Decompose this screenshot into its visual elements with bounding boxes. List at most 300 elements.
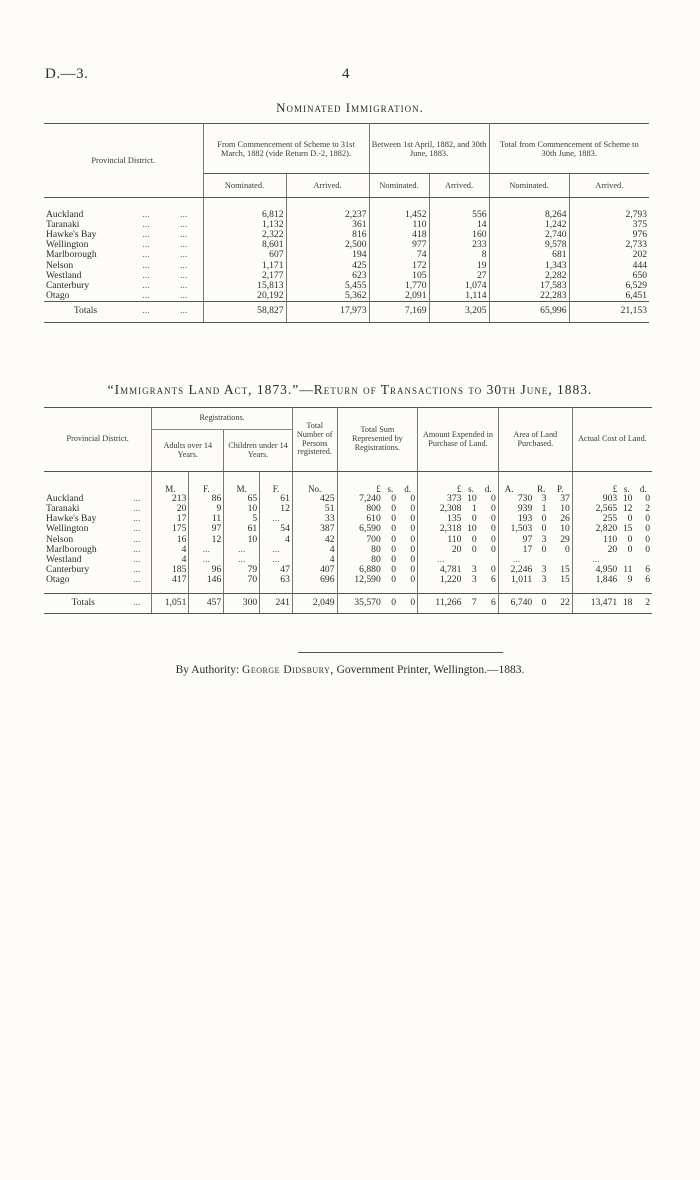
cell-nominated-3: 1,242 — [489, 220, 569, 230]
leader-dots: ... — [122, 514, 151, 524]
unit-label: d. — [479, 484, 499, 494]
cell-child-m: 61 — [224, 524, 260, 534]
table-row — [44, 250, 649, 260]
cell-cost-pence: 2 — [645, 502, 650, 514]
page-number: 4 — [342, 66, 350, 82]
cell-sum-pounds: 35,570 — [337, 594, 383, 614]
cell-expended-pounds: 11,266 — [418, 594, 464, 614]
unit-label: M. — [152, 484, 189, 494]
leader-dots: ... — [165, 250, 203, 260]
col-nominated-2: Nominated. — [369, 174, 429, 198]
district-header: Provincial District. — [44, 124, 203, 198]
cell-child-f: ... — [260, 514, 293, 524]
cell-sum-shillings: 0 — [391, 523, 397, 535]
cell-sum-pence: 0 — [398, 494, 418, 504]
unit-label: P. — [548, 484, 572, 494]
col-arrived-2: Arrived. — [429, 174, 489, 198]
cell-total-persons: 407 — [292, 565, 337, 575]
cell-child-f: 241 — [260, 594, 293, 614]
cell-adult-f: ... — [189, 545, 224, 555]
cell-area-roods: 0 — [541, 543, 547, 555]
cell-cost-shillings: 10 — [622, 492, 633, 504]
leader-dots: ... — [142, 249, 150, 261]
cell-area-roods: 0 — [534, 594, 548, 614]
district-name: Wellington — [46, 239, 89, 251]
leader-dots: ... — [142, 208, 150, 220]
district-name: Marlborough — [46, 249, 97, 261]
cell-arrived-1: 5,362 — [286, 291, 369, 302]
cell-expended-pence: 0 — [479, 535, 499, 545]
unit-label: F. — [260, 484, 293, 494]
cell-adult-f: 12 — [189, 535, 224, 545]
cell-nominated-3: 681 — [489, 250, 569, 260]
cell-arrived-2: 1,114 — [429, 291, 489, 302]
cell-sum-pence: 0 — [398, 514, 418, 524]
cell-total-persons: 387 — [292, 524, 337, 534]
cell-sum-shillings: 0 — [391, 502, 397, 514]
cell-arrived-2: 27 — [429, 271, 489, 281]
cell-sum-pounds: 610 — [366, 513, 381, 525]
cell-child-f: 47 — [260, 565, 293, 575]
cell-arrived-3: 2,793 — [625, 208, 648, 220]
unit-label: M. — [224, 484, 260, 494]
cell-expended-pounds: 1,220 — [439, 574, 462, 586]
cell-arrived-3: 976 — [632, 228, 648, 240]
cell-nominated-1: 1,171 — [203, 261, 286, 271]
cell-child-m: ... — [224, 545, 260, 555]
cell-sum-shillings: 0 — [391, 492, 397, 504]
leader-dots: ... — [122, 545, 151, 555]
cell-arrived-2: 8 — [429, 250, 489, 260]
cell-nominated-2: 74 — [369, 250, 429, 260]
cell-sum-pence: 0 — [398, 575, 418, 585]
district-name: Taranaki — [46, 218, 80, 230]
cell-area-perches: 15 — [548, 575, 572, 585]
cell-cost-pounds: 110 — [603, 533, 618, 545]
cell-arrived-3: 444 — [632, 259, 648, 271]
district-header: Provincial District. — [44, 408, 152, 472]
total-arrived-3: 21,153 — [569, 302, 649, 322]
cell-child-f: 54 — [260, 524, 293, 534]
cell-sum-shillings: 0 — [391, 543, 397, 555]
cell-area-acres: 1,011 — [511, 574, 533, 586]
leader-dots: ... — [122, 524, 151, 534]
total-arrived-1: 17,973 — [286, 302, 369, 322]
cell-nominated-2: 105 — [369, 271, 429, 281]
cell-nominated-2: 172 — [369, 261, 429, 271]
footer-divider — [298, 652, 503, 653]
cell-expended-shillings: 10 — [467, 492, 477, 504]
cell-area-perches: 10 — [548, 524, 572, 534]
cell-adult-m: 4 — [152, 555, 189, 565]
cell-cost-pounds: 4,950 — [595, 564, 618, 576]
total-nominated-2: 7,169 — [369, 302, 429, 322]
unit-label: s. — [387, 483, 394, 494]
cell-adult-m: 16 — [152, 535, 189, 545]
leader-dots: ... — [165, 261, 203, 271]
cell-adult-f: ... — [189, 555, 224, 565]
cell-sum-pence: 0 — [398, 565, 418, 575]
cell-expended-pence: 0 — [479, 504, 499, 514]
cell-arrived-3: 202 — [632, 249, 648, 261]
leader-dots: ... — [127, 302, 165, 322]
cell-adult-m: 175 — [152, 524, 189, 534]
cell-sum-shillings: 0 — [383, 594, 398, 614]
cell-nominated-2: 1,770 — [369, 281, 429, 291]
cell-cost-pounds: 13,471 — [572, 594, 619, 614]
nominated-immigration-title: Nominated Immigration. — [276, 100, 424, 115]
cell-sum-pounds: 7,240 — [359, 492, 381, 504]
cell-expended-pounds: 20 — [451, 543, 462, 555]
cell-arrived-2: 19 — [429, 261, 489, 271]
cell-area-perches: 26 — [548, 514, 572, 524]
cell-adult-f: 97 — [189, 524, 224, 534]
unit-label: No. — [292, 484, 337, 494]
cell-expended-pounds: 2,308 — [439, 502, 462, 514]
leader-dots: ... — [165, 210, 203, 220]
table-row-totals — [44, 302, 649, 322]
cell-expended-pence: 6 — [479, 594, 499, 614]
cell-area-roods: 3 — [541, 574, 547, 586]
cell-cost-pounds: 20 — [607, 543, 618, 555]
cell-cost-shillings: 11 — [623, 564, 633, 576]
unit-label: s. — [623, 483, 630, 494]
imprint-prefix: By Authority: — [175, 664, 240, 676]
leader-dots: ... — [165, 291, 203, 302]
cell-child-f: 63 — [260, 575, 293, 585]
cell-arrived-1: 425 — [286, 261, 369, 271]
cell-child-m: 5 — [224, 514, 260, 524]
col-arrived-3: Arrived. — [569, 174, 649, 198]
cell-expended-pence: 0 — [479, 524, 499, 534]
cell-nominated-2: 977 — [369, 240, 429, 250]
cell-cost-pounds: 2,565 — [595, 502, 618, 514]
cell-expended-pounds: 135 — [447, 513, 462, 525]
unit-label: s. — [468, 483, 474, 494]
district-name: Westland — [46, 553, 82, 565]
cell-adult-f: 9 — [189, 504, 224, 514]
cell-adult-f: 457 — [189, 594, 224, 614]
cell-expended-shillings: 0 — [471, 513, 477, 525]
cell-nominated-3: 2,740 — [489, 230, 569, 240]
cell-nominated-2: 2,091 — [369, 291, 429, 302]
cell-cost-shillings: 0 — [627, 513, 633, 525]
leader-dots: ... — [142, 228, 150, 240]
cell-cost-shillings: 12 — [622, 502, 633, 514]
cell-child-f: ... — [260, 545, 293, 555]
cell-area-acres: 6,740 — [498, 594, 534, 614]
cell-total-persons: 42 — [292, 535, 337, 545]
unit-label: £ — [612, 483, 618, 494]
adults-header: Adults over 14 Years. — [152, 430, 224, 472]
unit-label: d. — [398, 484, 418, 494]
unit-label: A. — [504, 483, 514, 494]
district-name: Hawke's Bay — [46, 513, 97, 525]
cell-nominated-2: 110 — [369, 220, 429, 230]
cell-expended-pence: 0 — [479, 565, 499, 575]
cell-area-acres: 939 — [517, 502, 533, 514]
total-nominated-1: 58,827 — [203, 302, 286, 322]
table-row — [44, 524, 652, 534]
cell-cost-shillings: 15 — [622, 523, 633, 535]
cell-area-roods: 3 — [541, 492, 547, 504]
cell-sum-pence: 0 — [398, 504, 418, 514]
cell-arrived-3: 6,529 — [625, 279, 648, 291]
leader-dots: ... — [122, 504, 151, 514]
col-nominated-3: Nominated. — [489, 174, 569, 198]
district-name: Westland — [46, 269, 82, 281]
cell-child-f: 4 — [260, 535, 293, 545]
cell-nominated-1: 20,192 — [203, 291, 286, 302]
cell-expended-pounds: 2,318 — [439, 523, 462, 535]
unit-label: £ — [376, 483, 381, 494]
cell-child-m: ... — [224, 555, 260, 565]
cell-sum-shillings: 0 — [391, 513, 397, 525]
cell-expended-shillings: 0 — [471, 543, 477, 555]
cell-area-roods: 3 — [541, 564, 547, 576]
cell-expended-pounds: 373 — [447, 492, 462, 504]
cell-nominated-3: 17,583 — [489, 281, 569, 291]
unit-label: R. — [537, 483, 546, 494]
leader-dots: ... — [142, 279, 150, 291]
cell-expended-shillings: 0 — [471, 533, 477, 545]
cell-expended-pounds: 110 — [447, 533, 462, 545]
cell-cost-shillings: 9 — [627, 574, 633, 586]
district-name: Nelson — [46, 259, 74, 271]
registrations-header: Registrations. — [152, 408, 293, 430]
total-persons-header: Total Number of Persons registered. — [292, 408, 337, 472]
cell-total-persons: 51 — [292, 504, 337, 514]
cell-arrived-2: 556 — [429, 210, 489, 220]
leader-dots: ... — [122, 594, 151, 614]
cell-sum-pence: 0 — [398, 594, 418, 614]
cell-cost-pence: 0 — [645, 543, 650, 555]
cell-nominated-2: 418 — [369, 230, 429, 240]
leader-dots: ... — [142, 269, 150, 281]
cell-sum-pounds: 800 — [366, 502, 381, 514]
cell-area-perches: 10 — [548, 504, 572, 514]
district-name: Canterbury — [46, 564, 90, 576]
cell-sum-shillings: 0 — [391, 553, 397, 565]
cell-cost-pence: 2 — [634, 594, 652, 614]
cell-cost-pence: 6 — [645, 564, 650, 576]
cell-child-f: ... — [260, 555, 293, 565]
cell-sum-pounds: 6,590 — [359, 523, 381, 535]
cell-cost-shillings: 0 — [627, 533, 633, 545]
district-name: Marlborough — [46, 543, 97, 555]
cell-sum-pence: 0 — [398, 535, 418, 545]
cell-cost-pounds: 2,820 — [595, 523, 618, 535]
cell-area-roods: 3 — [541, 533, 547, 545]
cell-cost-shillings: 0 — [627, 543, 633, 555]
cell-nominated-1: 8,601 — [203, 240, 286, 250]
cell-sum-pounds: 80 — [371, 553, 381, 565]
district-name: Auckland — [46, 208, 84, 220]
cell-nominated-3: 1,343 — [489, 261, 569, 271]
total-sum-header: Total Sum Represented by Registrations. — [337, 408, 418, 472]
totals-label: Totals — [44, 302, 127, 322]
cell-child-m: 79 — [224, 565, 260, 575]
cell-area-acres: 193 — [517, 513, 533, 525]
leader-dots: ... — [142, 218, 150, 230]
cell-child-m: 300 — [224, 594, 260, 614]
cell-adult-m: 213 — [152, 494, 189, 504]
district-name: Nelson — [46, 533, 74, 545]
children-header: Children under 14 Years. — [224, 430, 293, 472]
cell-expended-shillings: 3 — [471, 574, 477, 586]
table-row — [44, 291, 649, 302]
cell-nominated-2: 1,452 — [369, 210, 429, 220]
cell-arrived-2: 233 — [429, 240, 489, 250]
cell-adult-m: 1,051 — [152, 594, 189, 614]
cell-area-roods: 0 — [541, 523, 547, 535]
cell-arrived-2: 14 — [429, 220, 489, 230]
leader-dots: ... — [165, 281, 203, 291]
cell-expended-pence: 0 — [479, 514, 499, 524]
cell-expended-shillings: 10 — [467, 523, 477, 535]
unit-label: F. — [189, 484, 224, 494]
printer-name: George Didsbury, — [242, 664, 334, 676]
cell-nominated-1: 2,322 — [203, 230, 286, 240]
cell-area-perches: 22 — [548, 594, 572, 614]
leader-dots: ... — [122, 535, 151, 545]
leader-dots: ... — [122, 575, 151, 585]
cell-expended-shillings: 7 — [463, 594, 478, 614]
cell-child-m: 10 — [224, 535, 260, 545]
cell-arrived-1: 361 — [286, 220, 369, 230]
district-name: Hawke's Bay — [46, 228, 97, 240]
cell-sum-pence: 0 — [398, 555, 418, 565]
cell-nominated-3: 22,283 — [489, 291, 569, 302]
cell-child-m: 10 — [224, 504, 260, 514]
unit-label: £ — [456, 483, 462, 494]
cell-nominated-3: 8,264 — [489, 210, 569, 220]
cell-area-roods: 1 — [541, 502, 547, 514]
cell-cost-pounds: 1,846 — [595, 574, 618, 586]
cell-child-m: 70 — [224, 575, 260, 585]
cell-sum-shillings: 0 — [391, 533, 397, 545]
cell-area-acres: 2,246 — [510, 564, 533, 576]
cell-arrived-3: 2,733 — [625, 239, 648, 251]
cell-adult-m: 20 — [152, 504, 189, 514]
cell-area-acres: 97 — [522, 533, 533, 545]
amount-expended-header: Amount Expended in Purchase of Land. — [418, 408, 499, 472]
cell-cost-pounds: 903 — [602, 492, 618, 504]
cell-expended-pounds: 4,781 — [439, 564, 462, 576]
cell-arrived-3: 375 — [632, 218, 648, 230]
leader-dots: ... — [122, 555, 151, 565]
leader-dots: ... — [122, 565, 151, 575]
header-from-commencement: From Commencement of Scheme to 31st March, 1882 (vide Return D.-2, 1882). — [203, 124, 369, 174]
cell-cost-shillings: 18 — [619, 594, 634, 614]
cell-cost-pence: 0 — [645, 533, 650, 545]
cell-sum-shillings: 0 — [391, 564, 397, 576]
cell-child-f: 61 — [260, 494, 293, 504]
cell-adult-m: 417 — [152, 575, 189, 585]
cell-expended-pence: 6 — [479, 575, 499, 585]
leader-dots: ... — [165, 230, 203, 240]
cell-expended-shillings: 1 — [471, 502, 477, 514]
cell-total-persons: 2,049 — [292, 594, 337, 614]
cell-arrived-1: 2,500 — [286, 240, 369, 250]
printer-imprint — [0, 664, 700, 676]
leader-dots: ... — [165, 240, 203, 250]
cell-adult-m: 185 — [152, 565, 189, 575]
cell-cost-pence: 0 — [645, 513, 650, 525]
cell-adult-f: 11 — [189, 514, 224, 524]
cell-expended-pence: 0 — [479, 545, 499, 555]
cell-sum-shillings: 0 — [391, 574, 397, 586]
cell-cost-pence: 6 — [645, 574, 650, 586]
cell-sum-pounds: 12,590 — [354, 574, 381, 586]
cell-nominated-3: 2,282 — [489, 271, 569, 281]
actual-cost-header: Actual Cost of Land. — [572, 408, 652, 472]
cell-area-acres: 17 — [522, 543, 533, 555]
col-arrived-1: Arrived. — [286, 174, 369, 198]
cell-total-persons: 696 — [292, 575, 337, 585]
cell-area-perches: 0 — [548, 545, 572, 555]
cell-total-persons: 425 — [292, 494, 337, 504]
cell-adult-f: 146 — [189, 575, 224, 585]
cell-expended-pounds: ... — [437, 553, 445, 565]
cell-arrived-3: 650 — [632, 269, 648, 281]
cell-area-perches: 15 — [548, 565, 572, 575]
cell-area-perches: 29 — [548, 535, 572, 545]
leader-dots: ... — [142, 259, 150, 271]
cell-sum-pounds: 6,880 — [359, 564, 381, 576]
cell-arrived-1: 2,237 — [286, 210, 369, 220]
cell-cost-pounds: ... — [592, 553, 600, 565]
area-header: Area of Land Purchased. — [498, 408, 572, 472]
cell-area-acres: 1,503 — [510, 523, 533, 535]
cell-sum-pence: 0 — [398, 545, 418, 555]
cell-arrived-1: 816 — [286, 230, 369, 240]
col-nominated-1: Nominated. — [203, 174, 286, 198]
cell-nominated-3: 9,578 — [489, 240, 569, 250]
table-row — [44, 575, 652, 585]
header-between-dates: Between 1st April, 1882, and 30th June, 1883. — [369, 124, 489, 174]
totals-label: Totals — [44, 594, 122, 614]
district-name: Otago — [46, 574, 70, 586]
cell-nominated-1: 1,132 — [203, 220, 286, 230]
cell-adult-m: 17 — [152, 514, 189, 524]
nominated-immigration-table — [44, 123, 649, 323]
cell-cost-pence: 0 — [645, 492, 650, 504]
cell-nominated-1: 15,813 — [203, 281, 286, 291]
cell-adult-m: 4 — [152, 545, 189, 555]
cell-nominated-1: 607 — [203, 250, 286, 260]
cell-arrived-2: 1,074 — [429, 281, 489, 291]
cell-cost-pence: 0 — [645, 523, 650, 535]
cell-arrived-1: 5,455 — [286, 281, 369, 291]
leader-dots: ... — [142, 239, 150, 251]
cell-sum-pence: 0 — [398, 524, 418, 534]
total-nominated-3: 65,996 — [489, 302, 569, 322]
cell-sum-pounds: 700 — [366, 533, 381, 545]
cell-child-f: 12 — [260, 504, 293, 514]
cell-sum-pounds: 80 — [371, 543, 381, 555]
cell-adult-f: 86 — [189, 494, 224, 504]
cell-arrived-2: 160 — [429, 230, 489, 240]
district-name: Auckland — [46, 492, 84, 504]
cell-nominated-1: 6,812 — [203, 210, 286, 220]
cell-total-persons: 33 — [292, 514, 337, 524]
cell-area-roods: 0 — [541, 513, 547, 525]
district-name: Otago — [46, 290, 70, 302]
cell-arrived-1: 194 — [286, 250, 369, 260]
leader-dots: ... — [165, 302, 203, 322]
district-name: Canterbury — [46, 279, 90, 291]
